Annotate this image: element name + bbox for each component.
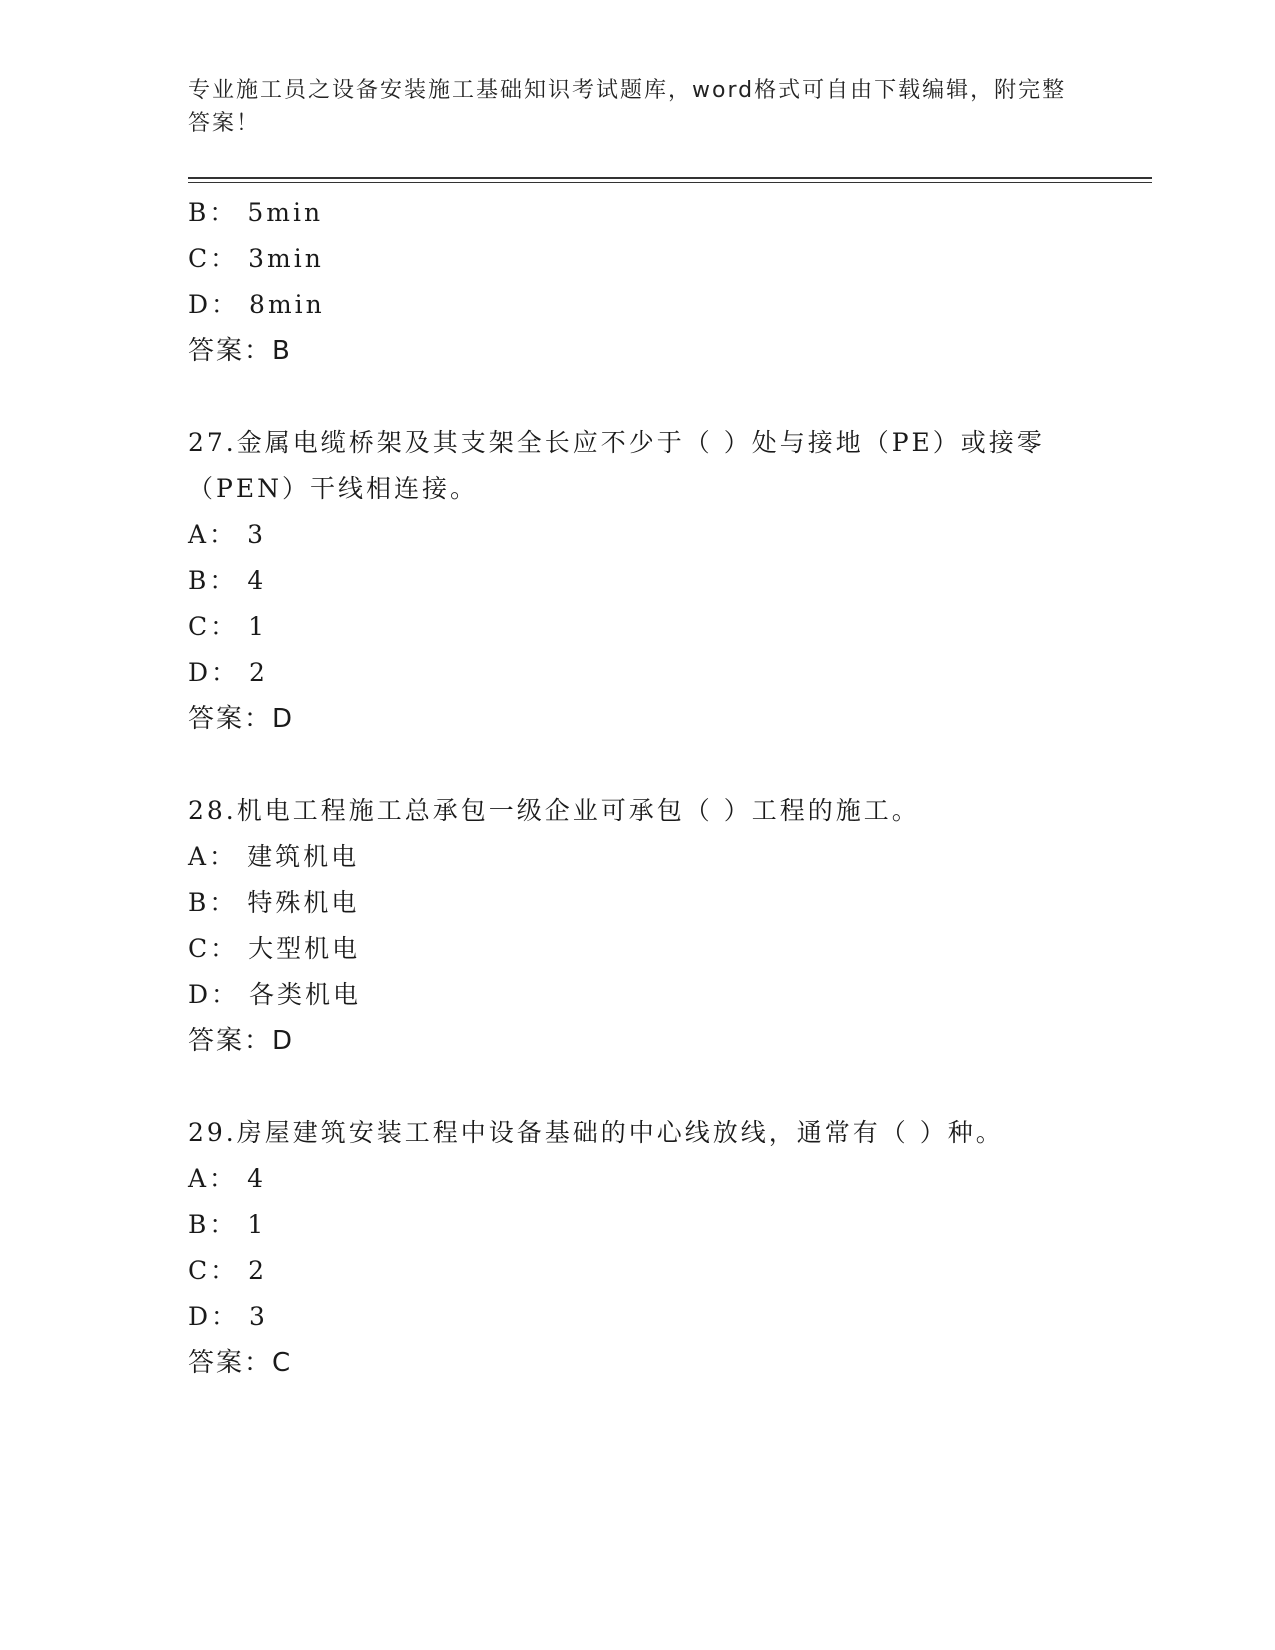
option-key: C： <box>188 244 239 273</box>
answer-line: 答案：C <box>188 1348 293 1378</box>
option-text: 特殊机电 <box>247 888 360 917</box>
option-row <box>188 558 1088 604</box>
option-text: 2 <box>248 1256 268 1285</box>
option-text: 大型机电 <box>248 934 361 963</box>
option-key: A： <box>188 1164 238 1193</box>
option-key: B： <box>188 888 238 917</box>
option-row <box>188 236 1088 282</box>
option-key: D： <box>188 1302 240 1331</box>
option-row <box>188 190 1088 236</box>
option-text: 3 <box>247 520 266 549</box>
option-row <box>188 1202 1088 1248</box>
option-text: 4 <box>247 1164 266 1193</box>
question-block <box>188 1110 1088 1386</box>
header-rule-thin <box>188 182 1152 183</box>
option-key: C： <box>188 612 239 641</box>
question-list <box>188 190 1088 1386</box>
answer-line: 答案：D <box>188 704 295 734</box>
question-text: 27.金属电缆桥架及其支架全长应不少于（ ）处与接地（PE）或接零（PEN）干线相连接。 <box>188 428 1045 503</box>
option-key: C： <box>188 1256 239 1285</box>
question-block <box>188 788 1088 1064</box>
option-text: 各类机电 <box>249 980 362 1009</box>
option-text: 3min <box>248 244 324 273</box>
option-row <box>188 1248 1088 1294</box>
question-text: 28.机电工程施工总承包一级企业可承包（ ）工程的施工。 <box>188 796 920 825</box>
option-text: 建筑机电 <box>247 842 360 871</box>
option-row <box>188 650 1088 696</box>
option-text: 3 <box>249 1302 268 1331</box>
option-text: 2 <box>249 658 268 687</box>
spacer <box>188 1064 1088 1110</box>
option-row <box>188 282 1088 328</box>
option-key: B： <box>188 198 238 227</box>
option-text: 5min <box>247 198 324 227</box>
document-header: 专业施工员之设备安装施工基础知识考试题库，word格式可自由下载编辑，附完整答案！ <box>188 78 1067 136</box>
answer-line: 答案：D <box>188 1026 295 1056</box>
question-text: 29.房屋建筑安装工程中设备基础的中心线放线，通常有（ ）种。 <box>188 1118 1004 1147</box>
option-key: D： <box>188 980 240 1009</box>
prev-question-block <box>188 190 1088 374</box>
option-row <box>188 926 1088 972</box>
option-text: 8min <box>249 290 325 319</box>
spacer <box>188 374 1088 420</box>
option-key: D： <box>188 658 240 687</box>
option-key: A： <box>188 842 238 871</box>
answer-line: 答案：B <box>188 336 292 366</box>
option-row <box>188 834 1088 880</box>
option-key: B： <box>188 566 238 595</box>
option-row <box>188 604 1088 650</box>
option-row <box>188 972 1088 1018</box>
option-text: 1 <box>248 612 268 641</box>
option-text: 1 <box>247 1210 267 1239</box>
header-rule-thick <box>188 177 1152 179</box>
option-row <box>188 1156 1088 1202</box>
option-key: B： <box>188 1210 238 1239</box>
question-block <box>188 420 1088 742</box>
option-row <box>188 880 1088 926</box>
option-key: D： <box>188 290 240 319</box>
option-key: C： <box>188 934 239 963</box>
spacer <box>188 742 1088 788</box>
option-row <box>188 512 1088 558</box>
option-text: 4 <box>247 566 267 595</box>
option-key: A： <box>188 520 238 549</box>
option-row <box>188 1294 1088 1340</box>
